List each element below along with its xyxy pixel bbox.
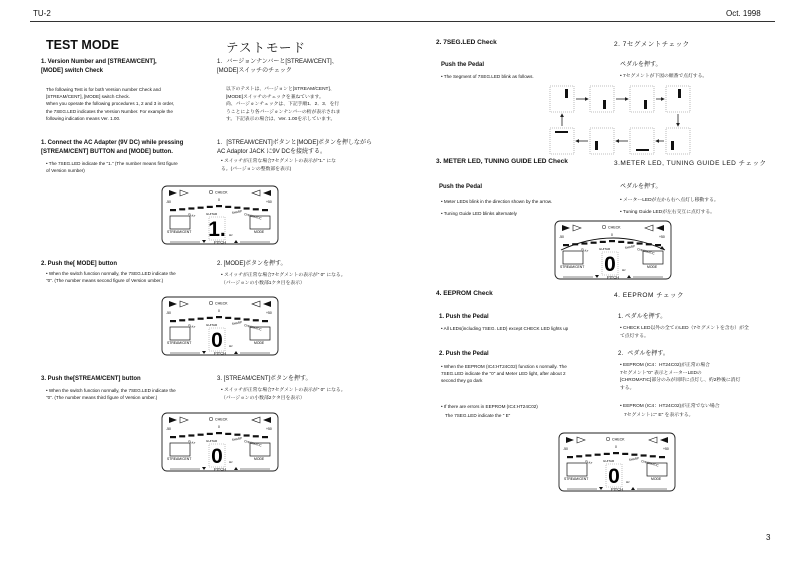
seg-push-pedal: Push the Pedal bbox=[441, 62, 485, 68]
meter-body-jp: • メーターLEDが左から右へ点灯し移動する。 • Tuning Guide LEDが左右交互に点灯する。 bbox=[620, 198, 719, 215]
meter-led bbox=[563, 244, 569, 246]
page-title: TEST MODE bbox=[46, 38, 119, 52]
guitar-label: GUITAR bbox=[603, 459, 615, 463]
meter-led bbox=[244, 434, 250, 436]
meter-led bbox=[622, 453, 628, 455]
eeprom-step1-body-jp: • CHECK LED以外の全てのLED（7セグメントを含む）が全 て点灯する。 bbox=[620, 326, 749, 339]
meter-led bbox=[179, 319, 185, 321]
chromatic-label: CHROMATIC bbox=[243, 439, 263, 448]
step1-heading: 1. Connect the AC Adapter (9V DC) while pressing [STREAM/CENT] BUTTON and [MODE] button. bbox=[41, 140, 184, 155]
meter-led bbox=[225, 206, 231, 208]
meter-led bbox=[234, 207, 240, 209]
pitch-label: PITCH bbox=[214, 350, 226, 356]
step1-body-jp: • スイッチが正常な場合7セグメントの表示が"1." にな る。(バージョンの整数部を表示) bbox=[221, 159, 336, 172]
zero-label: 0 bbox=[218, 425, 220, 429]
page-title-jp: テストモード bbox=[226, 41, 307, 55]
step2-heading-jp: 2. [MODE]ボタンを押す。 bbox=[217, 261, 287, 267]
meter-led bbox=[595, 454, 601, 456]
step3-heading-jp: 3. [STREAM/CENT]ボタンを押す。 bbox=[217, 376, 312, 382]
page-number: 3 bbox=[766, 533, 771, 542]
step3-body: • When the switch function normally, the 7SEG.LED indicate the "0". (The number means third figure of Version umber.) bbox=[46, 388, 176, 401]
meter-led bbox=[207, 317, 213, 319]
zero-label: 0 bbox=[615, 445, 617, 449]
step2-heading: 2. Push the[ MODE] button bbox=[41, 261, 117, 267]
meter-led bbox=[637, 242, 643, 244]
meter-led bbox=[585, 454, 591, 456]
meter-led bbox=[188, 434, 194, 436]
hz-label: Hz bbox=[229, 233, 233, 237]
meter-led bbox=[581, 242, 587, 244]
check-label: CHECK bbox=[608, 225, 621, 230]
flat-label: FLAT bbox=[584, 459, 593, 466]
chromatic-label: CHROMATIC bbox=[243, 323, 263, 332]
seg-body-jp: • 7セグメントが下図の順番で点灯する。 bbox=[620, 74, 708, 79]
mode-label: MODE bbox=[254, 457, 265, 461]
meter-led bbox=[188, 318, 194, 320]
meter-led bbox=[600, 241, 606, 243]
tuner-figure-eeprom bbox=[557, 432, 677, 497]
guitar-label: GUITAR bbox=[206, 323, 218, 327]
step3-heading: 3. Push the[STREAM/CENT] button bbox=[41, 376, 141, 382]
mode-label: MODE bbox=[254, 341, 265, 345]
hz-label: Hz bbox=[622, 268, 626, 272]
hz-label: Hz bbox=[229, 460, 233, 464]
step2-body: • When the switch function normally, the 7SEG.LED indicate the "0". (The number means second figure of Version umber.) bbox=[46, 271, 176, 284]
header-model: TU-2 bbox=[33, 9, 51, 18]
guitar-label: GUITAR bbox=[206, 212, 218, 216]
seven-seg-display: 0 bbox=[211, 445, 223, 468]
tuner-figure-meter bbox=[553, 220, 673, 285]
zero-label: 0 bbox=[611, 233, 613, 237]
seven-seg-display: 1. bbox=[208, 218, 226, 241]
meter-led bbox=[225, 433, 231, 435]
guitar-label: GUITAR bbox=[599, 247, 611, 251]
mode-label: MODE bbox=[651, 477, 662, 481]
meter-led bbox=[225, 317, 231, 319]
section1-body-jp: 以下のテストは、バージョンと[STREAM/CENT]、 [MODE]スイッチのチェックを兼ねています。 尚、バージョンチェックは、下記手順1．2．3．を行 うことにより各バージョンナンバーの桁が表示されま す。下記表示の場合は、Ver. 1.00を示しています。 bbox=[226, 87, 341, 122]
eeprom-step2-body-jp: • EEPROM (IC4：HT24C02)が正常の場合 7セグメント"0" 表示とメーターLEDの [CHROMATIC]部分のみが同時に点灯し、約2秒後に消灯 する。 bbox=[620, 363, 741, 391]
seg-check-title-jp: 2. 7セグメントチェック bbox=[614, 41, 690, 48]
meter-led bbox=[591, 242, 597, 244]
sharp-label: SHARP bbox=[628, 456, 640, 462]
check-label: CHECK bbox=[215, 417, 228, 422]
stream-label: STREAM/CENT bbox=[564, 477, 589, 481]
minus-50-label: -50 bbox=[166, 200, 171, 204]
meter-led bbox=[262, 320, 268, 322]
stream-label: STREAM/CENT bbox=[560, 265, 585, 269]
plus-50-label: +50 bbox=[659, 235, 665, 239]
meter-led bbox=[216, 205, 222, 207]
chromatic-label: CHROMATIC bbox=[640, 459, 660, 468]
pitch-label: PITCH bbox=[214, 466, 226, 472]
header-date: Oct. 1998 bbox=[726, 9, 761, 18]
seven-seg-display: 0 bbox=[608, 465, 620, 488]
eeprom-error-body: • If there are errors in EEPROM (IC4:HT24C02) The 7SEG.LED indicate the " E" bbox=[441, 404, 538, 418]
plus-50-label: +50 bbox=[266, 311, 272, 315]
meter-led bbox=[170, 209, 176, 211]
hz-label: Hz bbox=[626, 480, 630, 484]
meter-led bbox=[253, 319, 259, 321]
check-label: CHECK bbox=[215, 301, 228, 306]
meter-led bbox=[179, 208, 185, 210]
seven-seg-display: 0 bbox=[604, 253, 616, 276]
eeprom-step2-body: • When the EEPROM (IC4:HT24C02) function s normally. The 7SEG.LED indicate the "0" and Meter LED light, after about 2 second they go dark bbox=[441, 364, 567, 384]
guitar-label: GUITAR bbox=[206, 439, 218, 443]
eeprom-step2: 2. Push the Pedal bbox=[439, 351, 489, 357]
flat-label: FLAT bbox=[187, 323, 196, 330]
flat-label: FLAT bbox=[580, 247, 589, 254]
step1-body: • The 7SEG.LED indicate the "1." (The number means first figure of Version number) bbox=[46, 161, 178, 174]
meter-led bbox=[198, 207, 204, 209]
check-label: CHECK bbox=[612, 437, 625, 442]
tuner-figure-3 bbox=[160, 412, 280, 477]
meter-led bbox=[576, 455, 582, 457]
meter-led bbox=[198, 318, 204, 320]
meter-led bbox=[262, 436, 268, 438]
meter-led bbox=[631, 454, 637, 456]
pitch-label: PITCH bbox=[607, 274, 619, 280]
meter-led bbox=[198, 434, 204, 436]
step3-body-jp: • スイッチが正常な場合7セグメントの表示が" 0" になる。 （バージョンの小数部2ケタ目を表示） bbox=[221, 388, 346, 401]
meter-check-title: 3. METER LED, TUNING GUIDE LED Check bbox=[436, 158, 568, 165]
section1-body: The following Test is for both Version number Check and [STREAM/CENT], [MODE] switch Check. When you operate the following procedures 1, 2 and 3 in order, the 7SEG.LED indicates the Version Number. For example the following indication means Ver. 1.00. bbox=[46, 87, 175, 121]
seg-push-pedal-jp: ペダルを押す。 bbox=[620, 62, 662, 68]
meter-led bbox=[170, 320, 176, 322]
chromatic-label: CHROMATIC bbox=[243, 212, 263, 221]
meter-led bbox=[659, 456, 665, 458]
meter-led bbox=[641, 454, 647, 456]
meter-led bbox=[253, 435, 259, 437]
eeprom-step1-body: • All LEDs(including 7SEG. LED) except CHECK LED lights up bbox=[441, 326, 569, 331]
zero-label: 0 bbox=[218, 198, 220, 202]
meter-body: • Meter LEDs blink in the direction shown by the arrow. • Tuning Guide LED blinks alternately bbox=[441, 199, 553, 216]
meter-led bbox=[262, 209, 268, 211]
meter-led bbox=[655, 244, 661, 246]
flat-label: FLAT bbox=[187, 439, 196, 446]
sharp-label: SHARP bbox=[231, 209, 243, 215]
meter-led bbox=[207, 433, 213, 435]
meter-led bbox=[613, 452, 619, 454]
pitch-label: PITCH bbox=[214, 239, 226, 245]
minus-50-label: -50 bbox=[166, 427, 171, 431]
eeprom-step1: 1. Push the Pedal bbox=[439, 314, 489, 320]
meter-led bbox=[234, 318, 240, 320]
plus-50-label: +50 bbox=[663, 447, 669, 451]
stream-label: STREAM/CENT bbox=[167, 230, 192, 234]
meter-push-pedal-jp: ペダルを押す。 bbox=[620, 184, 662, 190]
tuner-figure-1 bbox=[160, 185, 280, 250]
meter-led bbox=[253, 208, 259, 210]
eeprom-step1-jp: 1. ペダルを押す。 bbox=[618, 314, 667, 320]
tuner-figure-2 bbox=[160, 296, 280, 361]
section1-heading-jp: 1．バージョンナンバーと[STREAM/CENT]、 [MODE]スイッチのチェック bbox=[217, 59, 338, 74]
meter-led bbox=[207, 206, 213, 208]
hz-label: Hz bbox=[229, 344, 233, 348]
meter-led bbox=[188, 207, 194, 209]
meter-led bbox=[216, 432, 222, 434]
header-rule bbox=[30, 21, 775, 22]
eeprom-check-title-jp: 4. EEPROM チェック bbox=[614, 292, 685, 299]
meter-led bbox=[567, 456, 573, 458]
meter-led bbox=[627, 242, 633, 244]
meter-led bbox=[179, 435, 185, 437]
eeprom-check-title: 4. EEPROM Check bbox=[436, 290, 493, 297]
meter-led bbox=[650, 455, 656, 457]
meter-led bbox=[244, 207, 250, 209]
meter-push-pedal: Push the Pedal bbox=[439, 184, 483, 190]
mode-label: MODE bbox=[254, 230, 265, 234]
check-label: CHECK bbox=[215, 190, 228, 195]
meter-led bbox=[604, 453, 610, 455]
flat-label: FLAT bbox=[187, 212, 196, 219]
seg-sequence-diagram bbox=[540, 80, 700, 160]
meter-led bbox=[244, 318, 250, 320]
minus-50-label: -50 bbox=[563, 447, 568, 451]
stream-label: STREAM/CENT bbox=[167, 341, 192, 345]
seven-seg-display: 0 bbox=[211, 329, 223, 352]
minus-50-label: -50 bbox=[559, 235, 564, 239]
plus-50-label: +50 bbox=[266, 200, 272, 204]
seg-check-title: 2. 7SEG.LED Check bbox=[436, 39, 497, 46]
step2-body-jp: • スイッチが正常な場合7セグメントの表示が" 0" になる。 （バージョンの小数部1ケタ目を表示） bbox=[221, 273, 346, 286]
meter-led bbox=[609, 240, 615, 242]
meter-led bbox=[234, 434, 240, 436]
zero-label: 0 bbox=[218, 309, 220, 313]
minus-50-label: -50 bbox=[166, 311, 171, 315]
meter-led bbox=[572, 243, 578, 245]
eeprom-error-body-jp: • EEPROM (IC4：HT24C02)が正常でない場合 7セグメントに" E" を表示する。 bbox=[620, 404, 720, 418]
chromatic-label: CHROMATIC bbox=[636, 247, 656, 256]
section1-heading: 1. Version Number and [STREAM/CENT], [MODE] switch Check bbox=[41, 59, 157, 74]
sharp-label: SHARP bbox=[624, 244, 636, 250]
plus-50-label: +50 bbox=[266, 427, 272, 431]
meter-check-title-jp: 3.METER LED, TUNING GUIDE LED チェック bbox=[614, 160, 767, 167]
step1-heading-jp: 1．[STREAM/CENT]ボタンと[MODE]ボタンを押しながら AC Adaptor JACK に9V DCを接続する。 bbox=[217, 140, 373, 155]
eeprom-step2-jp: 2．ペダルを押す。 bbox=[618, 351, 669, 357]
seg-body: • The Segment of 7SEG.LED blink as follows. bbox=[441, 74, 534, 79]
meter-led bbox=[170, 436, 176, 438]
stream-label: STREAM/CENT bbox=[167, 457, 192, 461]
meter-led bbox=[618, 241, 624, 243]
pitch-label: PITCH bbox=[611, 486, 623, 492]
meter-led bbox=[216, 316, 222, 318]
meter-led bbox=[646, 243, 652, 245]
sharp-label: SHARP bbox=[231, 436, 243, 442]
mode-label: MODE bbox=[647, 265, 658, 269]
sharp-label: SHARP bbox=[231, 320, 243, 326]
